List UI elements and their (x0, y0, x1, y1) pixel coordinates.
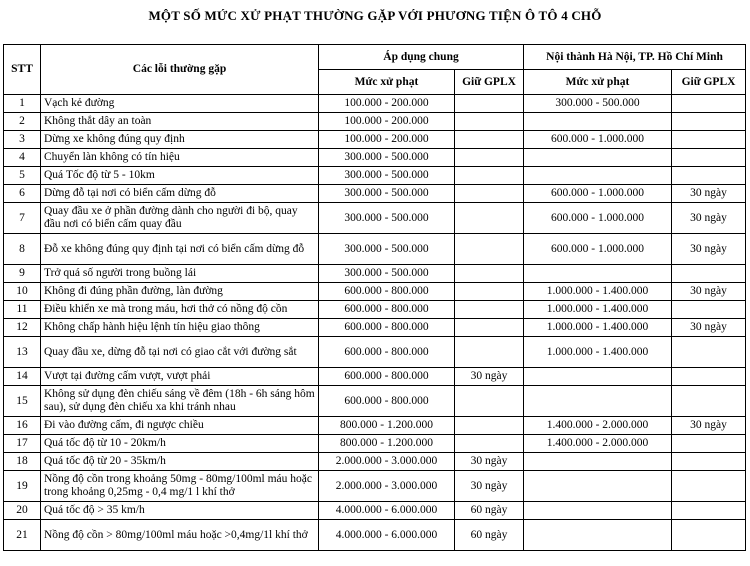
row-city-license (672, 471, 746, 502)
table-row (4, 203, 746, 234)
table-row (4, 386, 746, 417)
row-general-license (455, 203, 524, 234)
row-general-license (455, 319, 524, 337)
table-row (4, 167, 746, 185)
row-general-license (455, 131, 524, 149)
row-violation: Vạch kẻ đường (41, 95, 319, 113)
row-general-license (455, 265, 524, 283)
row-city-license (672, 131, 746, 149)
row-city-fine: 600.000 - 1.000.000 (524, 203, 672, 234)
row-violation: Vượt tại đường cấm vượt, vượt phải (41, 368, 319, 386)
row-general-fine: 300.000 - 500.000 (319, 167, 455, 185)
row-violation: Không sử dụng đèn chiếu sáng về đêm (18h - 6h sáng hôm sau), sử dụng đèn chiếu xa khi tránh nhau (41, 386, 319, 417)
row-violation: Quá Tốc độ từ 5 - 10km (41, 167, 319, 185)
row-city-fine (524, 453, 672, 471)
row-stt: 9 (4, 265, 41, 283)
row-city-license (672, 368, 746, 386)
row-stt: 15 (4, 386, 41, 417)
fines-table (3, 44, 746, 551)
row-general-license (455, 185, 524, 203)
row-city-license (672, 265, 746, 283)
row-stt: 21 (4, 520, 41, 551)
row-general-fine: 100.000 - 200.000 (319, 95, 455, 113)
row-violation: Quay đầu xe ở phần đường dành cho người đi bộ, quay đầu nơi có biển cấm quay đầu (41, 203, 319, 234)
row-city-license (672, 95, 746, 113)
row-city-fine: 600.000 - 1.000.000 (524, 185, 672, 203)
row-city-license (672, 301, 746, 319)
row-general-fine: 600.000 - 800.000 (319, 368, 455, 386)
row-general-fine: 300.000 - 500.000 (319, 234, 455, 265)
row-violation: Điều khiển xe mà trong máu, hơi thở có nồng độ cồn (41, 301, 319, 319)
row-violation: Quá tốc độ từ 10 - 20km/h (41, 435, 319, 453)
row-general-fine: 100.000 - 200.000 (319, 113, 455, 131)
row-general-license (455, 301, 524, 319)
row-violation: Không đi đúng phần đường, làn đường (41, 283, 319, 301)
row-general-fine: 100.000 - 200.000 (319, 131, 455, 149)
table-row (4, 149, 746, 167)
table-row (4, 301, 746, 319)
row-general-license (455, 149, 524, 167)
row-city-license: 30 ngày (672, 234, 746, 265)
row-city-fine (524, 167, 672, 185)
row-violation: Không thắt dây an toàn (41, 113, 319, 131)
table-row (4, 95, 746, 113)
row-stt: 6 (4, 185, 41, 203)
row-violation: Đỗ xe không đúng quy định tại nơi có biển cấm dừng đỗ (41, 234, 319, 265)
table-row (4, 417, 746, 435)
row-violation: Quá tốc độ từ 20 - 35km/h (41, 453, 319, 471)
row-violation: Dừng xe không đúng quy định (41, 131, 319, 149)
row-stt: 8 (4, 234, 41, 265)
row-general-license (455, 283, 524, 301)
table-row (4, 185, 746, 203)
row-stt: 19 (4, 471, 41, 502)
row-general-license (455, 95, 524, 113)
table-row (4, 453, 746, 471)
row-stt: 20 (4, 502, 41, 520)
row-city-license: 30 ngày (672, 283, 746, 301)
row-general-fine: 600.000 - 800.000 (319, 301, 455, 319)
row-general-fine: 4.000.000 - 6.000.000 (319, 520, 455, 551)
row-city-fine (524, 502, 672, 520)
table-row (4, 502, 746, 520)
row-general-fine: 800.000 - 1.200.000 (319, 417, 455, 435)
header-city-fine: Mức xử phạt (524, 70, 672, 95)
row-general-fine: 2.000.000 - 3.000.000 (319, 453, 455, 471)
row-violation: Nồng độ cồn > 80mg/100ml máu hoặc >0,4mg/1l khí thở (41, 520, 319, 551)
row-violation: Quay đầu xe, dừng đỗ tại nơi có giao cắt với đường sắt (41, 337, 319, 368)
table-row (4, 520, 746, 551)
row-violation: Nồng độ cồn trong khoảng 50mg - 80mg/100ml máu hoặc trong khoảng 0,25mg - 0,4 mg/1 l khí thở (41, 471, 319, 502)
row-general-fine: 300.000 - 500.000 (319, 203, 455, 234)
row-stt: 14 (4, 368, 41, 386)
row-general-license (455, 113, 524, 131)
row-city-license (672, 167, 746, 185)
row-stt: 11 (4, 301, 41, 319)
row-general-license: 60 ngày (455, 502, 524, 520)
row-stt: 18 (4, 453, 41, 471)
row-city-license (672, 149, 746, 167)
table-row (4, 435, 746, 453)
row-city-fine (524, 520, 672, 551)
table-row (4, 471, 746, 502)
row-stt: 10 (4, 283, 41, 301)
row-city-license: 30 ngày (672, 203, 746, 234)
row-city-license (672, 453, 746, 471)
page-title: MỘT SỐ MỨC XỬ PHẠT THƯỜNG GẶP VỚI PHƯƠNG TIỆN Ô TÔ 4 CHỖ (148, 8, 602, 23)
row-city-fine: 600.000 - 1.000.000 (524, 234, 672, 265)
row-city-fine: 1.000.000 - 1.400.000 (524, 283, 672, 301)
row-general-fine: 300.000 - 500.000 (319, 149, 455, 167)
row-general-license: 30 ngày (455, 471, 524, 502)
row-city-fine: 600.000 - 1.000.000 (524, 131, 672, 149)
row-general-fine: 800.000 - 1.200.000 (319, 435, 455, 453)
row-general-fine: 600.000 - 800.000 (319, 319, 455, 337)
row-general-license (455, 234, 524, 265)
header-city-license: Giữ GPLX (672, 70, 746, 95)
row-general-license: 30 ngày (455, 453, 524, 471)
row-city-license (672, 386, 746, 417)
row-city-license (672, 502, 746, 520)
row-general-license (455, 337, 524, 368)
row-city-fine (524, 149, 672, 167)
row-city-fine: 1.400.000 - 2.000.000 (524, 417, 672, 435)
row-city-fine (524, 265, 672, 283)
row-stt: 5 (4, 167, 41, 185)
row-city-license (672, 337, 746, 368)
row-stt: 2 (4, 113, 41, 131)
row-stt: 4 (4, 149, 41, 167)
row-stt: 17 (4, 435, 41, 453)
row-stt: 12 (4, 319, 41, 337)
table-row (4, 337, 746, 368)
row-general-fine: 600.000 - 800.000 (319, 386, 455, 417)
header-general-license: Giữ GPLX (455, 70, 524, 95)
row-stt: 16 (4, 417, 41, 435)
row-violation: Chuyển làn không có tín hiệu (41, 149, 319, 167)
row-city-license: 30 ngày (672, 185, 746, 203)
row-city-fine: 1.000.000 - 1.400.000 (524, 301, 672, 319)
row-violation: Quá tốc độ > 35 km/h (41, 502, 319, 520)
row-general-license (455, 386, 524, 417)
row-city-fine (524, 368, 672, 386)
row-city-license: 30 ngày (672, 417, 746, 435)
row-violation: Đi vào đường cấm, đi ngược chiều (41, 417, 319, 435)
fines-table-body (4, 95, 746, 551)
row-city-license (672, 520, 746, 551)
row-general-license (455, 417, 524, 435)
row-general-license: 30 ngày (455, 368, 524, 386)
row-stt: 1 (4, 95, 41, 113)
row-city-license (672, 113, 746, 131)
row-city-fine: 1.000.000 - 1.400.000 (524, 319, 672, 337)
row-violation: Dừng đỗ tại nơi có biển cấm dừng đỗ (41, 185, 319, 203)
table-row (4, 131, 746, 149)
row-general-fine: 2.000.000 - 3.000.000 (319, 471, 455, 502)
header-general-fine: Mức xử phạt (319, 70, 455, 95)
row-general-fine: 300.000 - 500.000 (319, 185, 455, 203)
row-general-license (455, 435, 524, 453)
row-city-license: 30 ngày (672, 319, 746, 337)
row-stt: 7 (4, 203, 41, 234)
row-city-fine (524, 113, 672, 131)
table-row (4, 368, 746, 386)
row-general-license (455, 167, 524, 185)
row-stt: 13 (4, 337, 41, 368)
header-violation: Các lỗi thường gặp (41, 45, 319, 95)
row-city-fine: 1.400.000 - 2.000.000 (524, 435, 672, 453)
header-stt: STT (4, 45, 41, 95)
row-general-license: 60 ngày (455, 520, 524, 551)
row-city-license (672, 435, 746, 453)
row-general-fine: 600.000 - 800.000 (319, 283, 455, 301)
table-row (4, 283, 746, 301)
row-city-fine (524, 386, 672, 417)
table-row (4, 113, 746, 131)
row-violation: Trở quá số người trong buồng lái (41, 265, 319, 283)
row-general-fine: 600.000 - 800.000 (319, 337, 455, 368)
table-row (4, 265, 746, 283)
header-city: Nội thành Hà Nội, TP. Hồ Chí Minh (524, 45, 746, 70)
row-stt: 3 (4, 131, 41, 149)
row-general-fine: 4.000.000 - 6.000.000 (319, 502, 455, 520)
table-row (4, 234, 746, 265)
row-city-fine (524, 471, 672, 502)
row-city-fine: 300.000 - 500.000 (524, 95, 672, 113)
row-violation: Không chấp hành hiệu lệnh tín hiệu giao thông (41, 319, 319, 337)
row-general-fine: 300.000 - 500.000 (319, 265, 455, 283)
header-general: Áp dụng chung (319, 45, 524, 70)
row-city-fine: 1.000.000 - 1.400.000 (524, 337, 672, 368)
table-row (4, 319, 746, 337)
